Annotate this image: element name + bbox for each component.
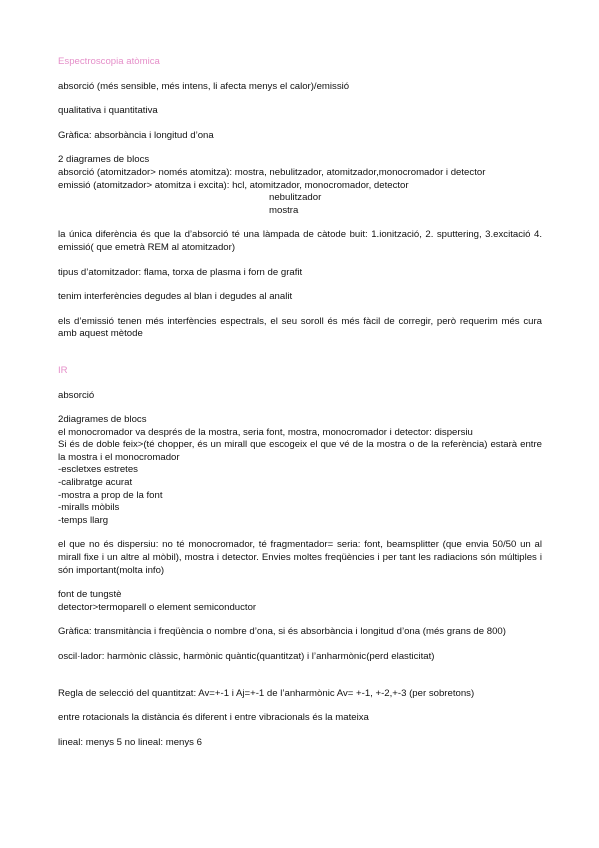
text-line: lineal: menys 5 no lineal: menys 6 [58,736,202,748]
text-line: qualitativa i quantitativa [58,105,158,117]
text-line: tenim interferències degudes al blan i degudes al analit [58,291,293,303]
text-line: 2 diagrames de blocs [58,154,150,166]
list-item: -escletxes estretes [58,464,138,476]
document-page [58,56,542,749]
list-item: -calibratge acurat [58,477,133,489]
text-line: tipus d’atomitzador: flama, torxa de plasma i forn de grafit [58,266,303,278]
text-paragraph: el que no és dispersiu: no té monocromador, té fragmentador= seria: font, beamsplitter (que envia 50/50 un al mirall fixe i un altre al mòbil), mostra i detector. Envies moltes freqüències i per tant les radiacions són múltiples i són important(molta info) [58,539,542,576]
list-item: -miralls mòbils [58,502,120,514]
text-line: 2diagrames de blocs [58,414,147,426]
text-line: emissió (atomitzador> atomitza i excita): hcl, atomitzador, monocromador, detector [58,179,409,191]
text-line: detector>termoparell o element semiconductor [58,601,257,613]
text-paragraph: la única diferència és que la d’absorció té una làmpada de càtode buit: 1.ionització, 2. sputtering, 3.excitació 4. emissió( que emetrà REM al atomitzador) [58,229,542,253]
text-line: absorció [58,389,95,401]
section-title-atomic: Espectroscopia atòmica [58,56,160,67]
text-line: absorció (més sensible, més intens, li afecta menys el calor)/emissió [58,80,350,92]
text-line: oscil·lador: harmònic clàssic, harmònic quàntic(quantitzat) i l’anharmònic(perd elasticitat) [58,651,435,662]
text-line: font de tungstè [58,589,122,601]
text-line: el monocromador va després de la mostra, seria font, mostra, monocromador i detector: dispersiu [58,426,473,438]
list-item: -mostra a prop de la font [58,489,163,501]
text-paragraph: Si és de doble feix>(té chopper, és un mirall que escogeix el que vé de la mostra o de la referència) estarà entre la mostra i el monocromador [58,439,542,463]
text-line: entre rotacionals la distància és diferent i entre vibracionals és la mateixa [58,712,369,724]
text-line: absorció (atomitzador> només atomitza): mostra, nebulitzador, atomitzador,monocromador i detector [58,166,486,178]
text-line-indented: mostra [269,204,299,216]
text-line: Regla de selecció del quantitzat: Av=+-1 i Aj=+-1 de l’anharmònic Av= +-1, +-2,+-3 (per sobretons) [58,687,475,699]
text-paragraph: Gràfica: transmitància i freqüència o nombre d’ona, si és absorbància i longitud d’ona (més grans de 800) [58,626,506,638]
text-line: Gràfica: absorbància i longitud d’ona [58,129,214,141]
section-title-ir: IR [58,364,68,376]
text-paragraph: els d’emissió tenen més interfències espectrals, el seu soroll és més fàcil de corregir, però requerim més cura amb aquest mètode [58,315,542,340]
list-item: -temps llarg [58,514,109,526]
text-line-indented: nebulitzador [269,192,322,204]
